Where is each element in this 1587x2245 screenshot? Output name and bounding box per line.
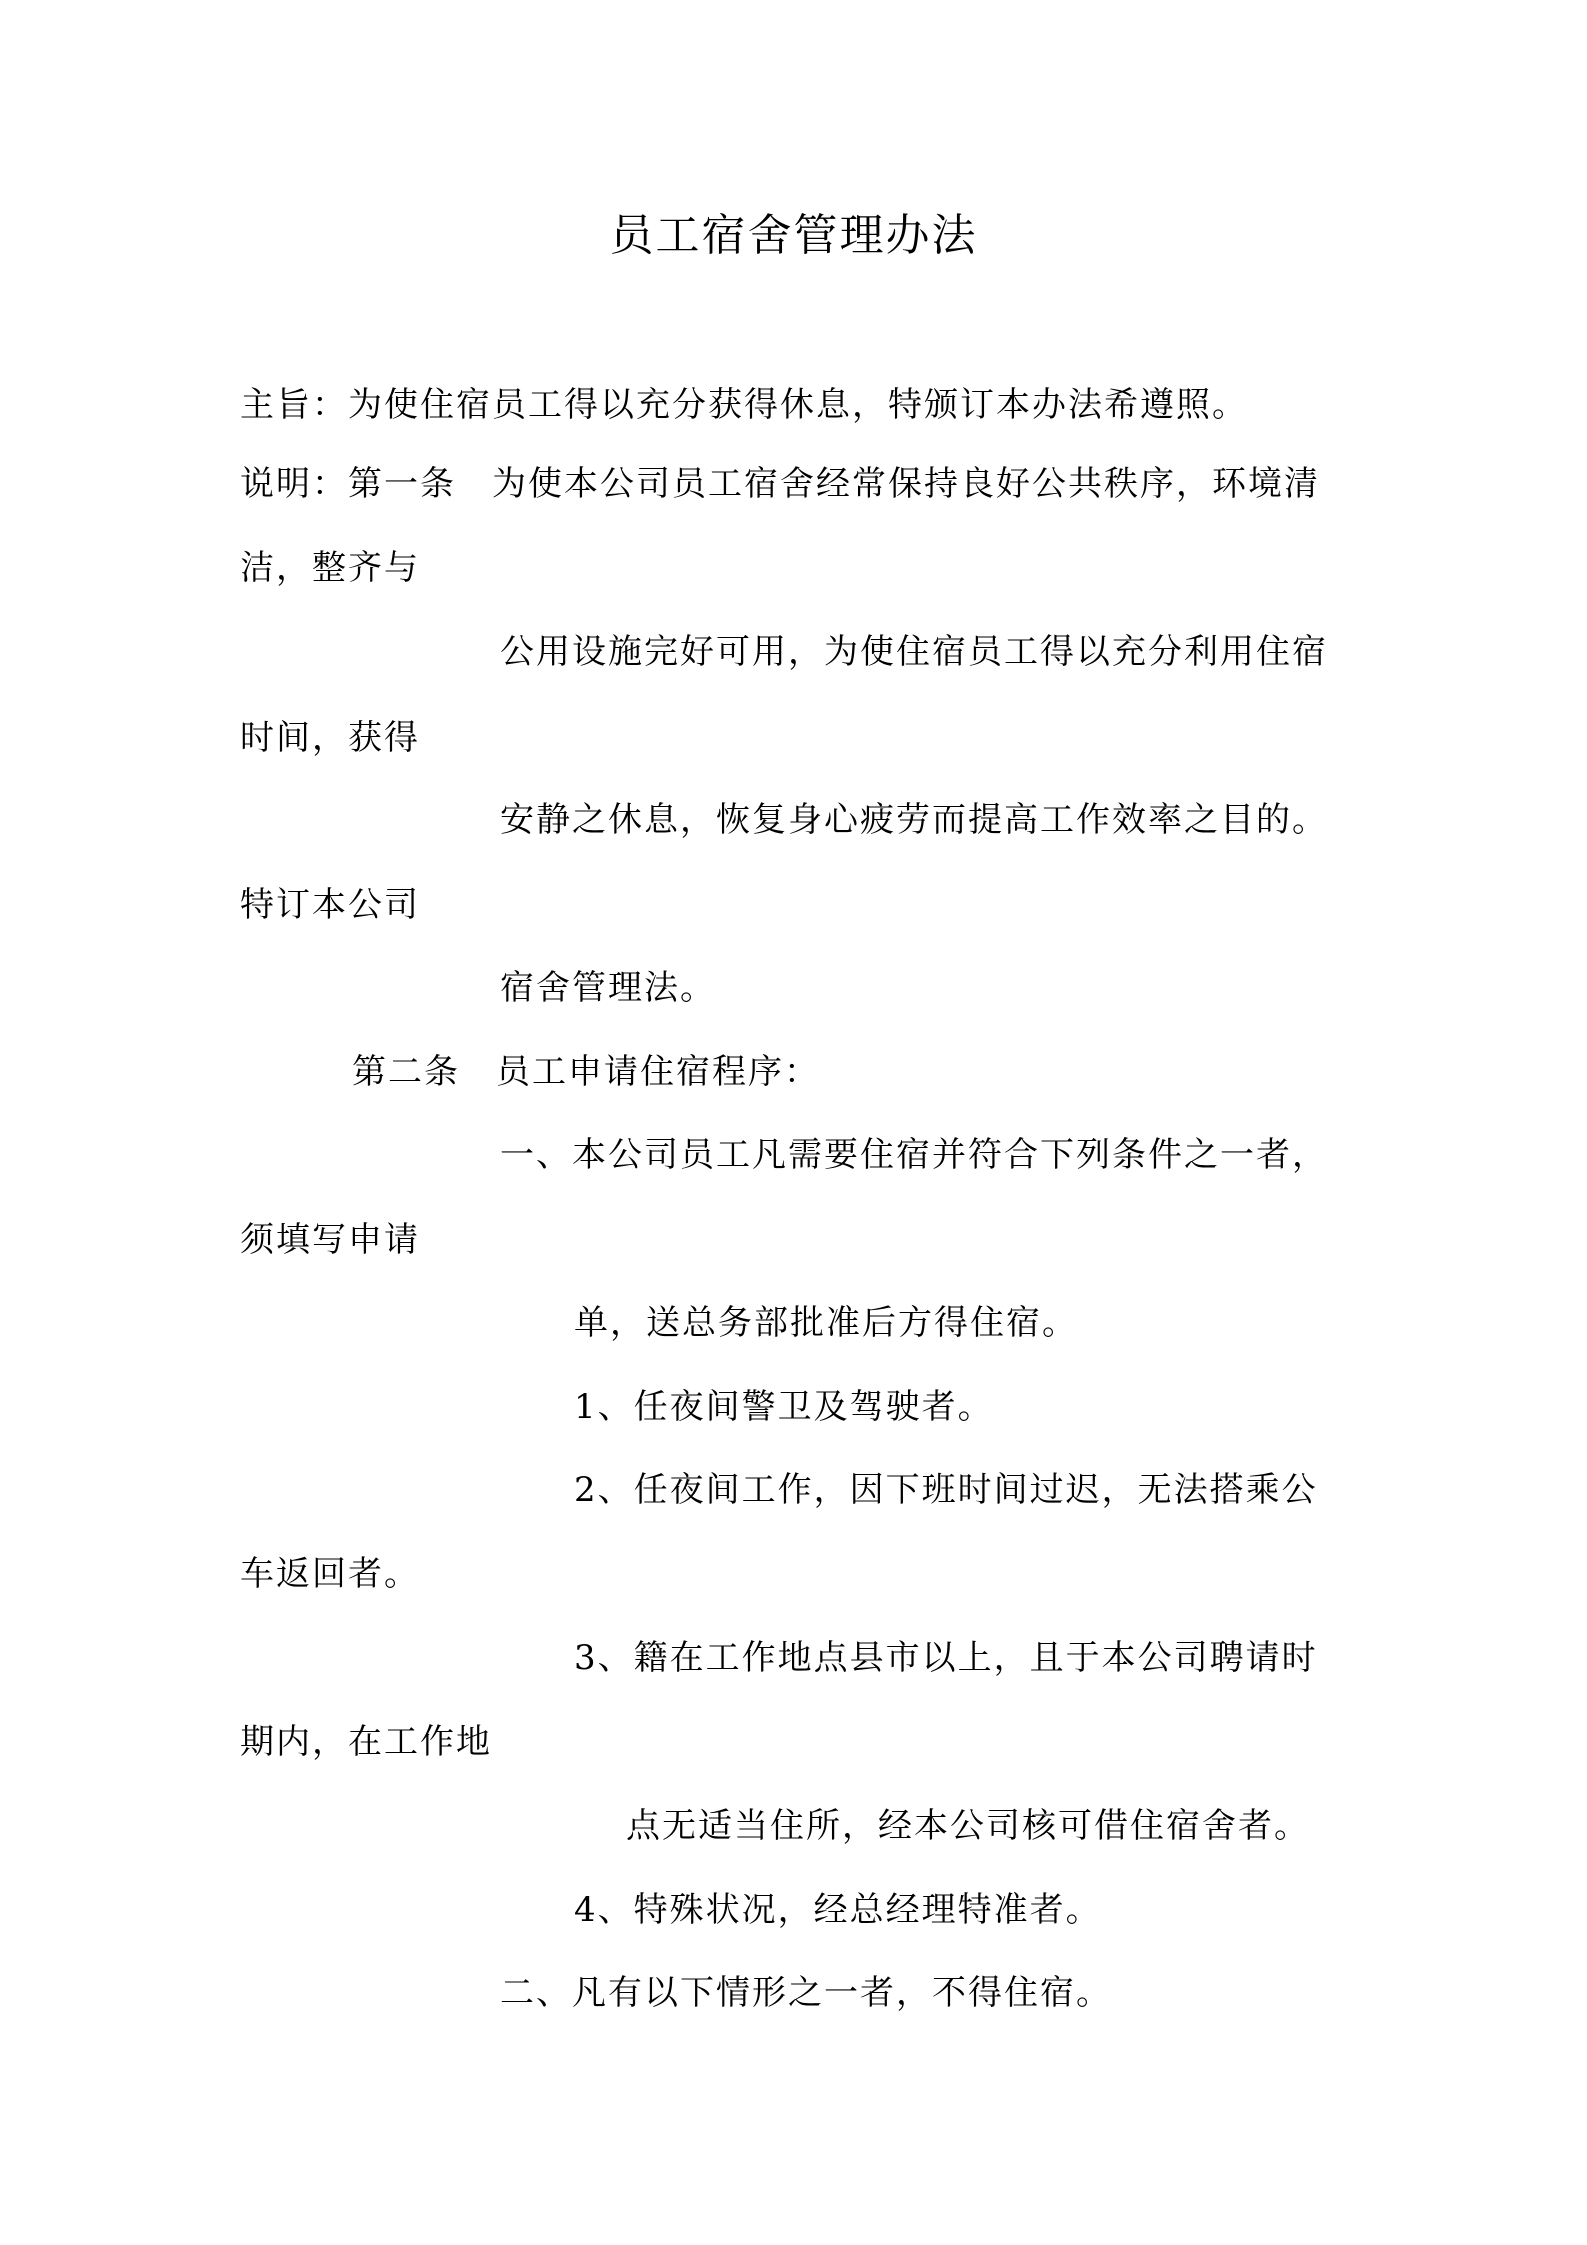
document-title: 员工宿舍管理办法 <box>609 210 978 261</box>
condition-2-line-2: 车返回者。 <box>240 1554 420 1594</box>
clause-1-line-2: 须填写申请 <box>240 1220 420 1260</box>
condition-3-line-1: 3、籍在工作地点县市以上，且于本公司聘请时 <box>574 1638 1318 1678</box>
condition-4: 4、特殊状况，经总经理特准者。 <box>574 1890 1102 1930</box>
condition-3-line-3: 点无适当住所，经本公司核可借住宿舍者。 <box>626 1806 1310 1846</box>
condition-3-line-2: 期内，在工作地 <box>240 1722 492 1762</box>
condition-2-line-1: 2、任夜间工作，因下班时间过迟，无法搭乘公 <box>574 1470 1318 1510</box>
article-2-heading: 第二条 员工申请住宿程序： <box>352 1052 820 1092</box>
article-1-line-1: 说明：第一条 为使本公司员工宿舍经常保持良好公共秩序，环境清 <box>240 464 1320 504</box>
article-1-line-7: 宿舍管理法。 <box>500 968 716 1008</box>
article-1-line-3: 公用设施完好可用，为使住宿员工得以充分利用住宿 <box>500 632 1328 672</box>
article-1-line-6: 特订本公司 <box>240 885 420 925</box>
purpose-line: 主旨：为使住宿员工得以充分获得休息，特颁订本办法希遵照。 <box>240 385 1248 425</box>
clause-2-heading: 二、凡有以下情形之一者，不得住宿。 <box>500 1973 1112 2013</box>
clause-1-line-1: 一、本公司员工凡需要住宿并符合下列条件之一者， <box>500 1135 1328 1175</box>
article-1-line-5: 安静之休息，恢复身心疲劳而提高工作效率之目的。 <box>500 800 1328 840</box>
article-1-line-2: 洁，整齐与 <box>240 548 420 588</box>
clause-1-line-3: 单，送总务部批准后方得住宿。 <box>574 1303 1078 1343</box>
article-1-line-4: 时间，获得 <box>240 718 420 758</box>
condition-1: 1、任夜间警卫及驾驶者。 <box>574 1387 994 1427</box>
